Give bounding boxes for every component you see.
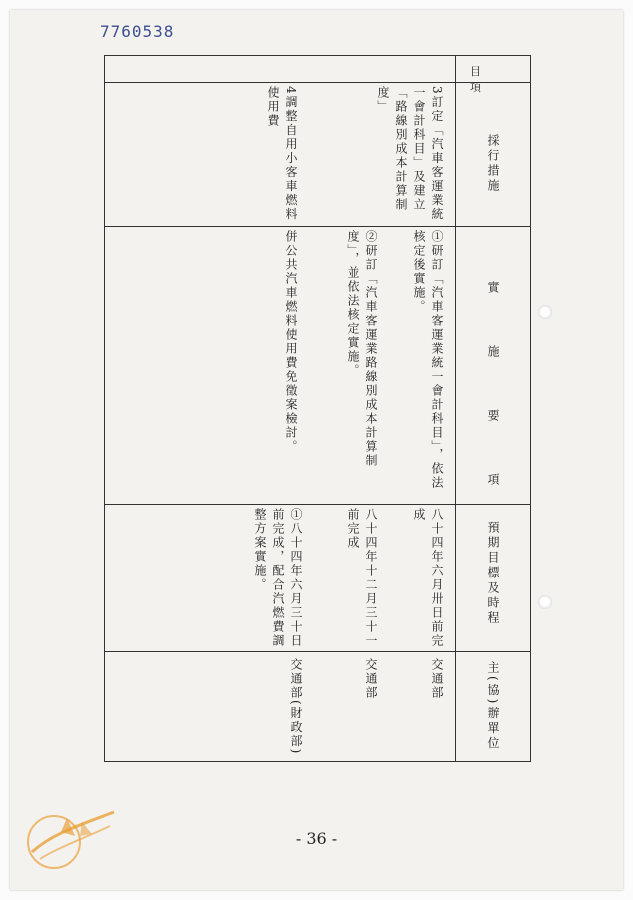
unit-2: 交通部 [364,658,378,700]
header-implementation: 實 施 要 項 [486,281,500,505]
unit-1: 交通部 [430,658,444,700]
header-measures: 採行措施 [486,134,500,194]
page-number: - 36 - [295,829,338,848]
punch-hole [538,595,552,609]
header-target: 預期目標及時程 [486,521,500,626]
implementation-3: 併公共汽車燃料使用費免徵案檢討。 [284,230,298,454]
target-3: ①八十四年六月三十日前完成，配合汽燃費調整方案實施。 [253,508,303,648]
measures-table [104,55,531,762]
measure-4: 4調整自用小客車燃料使用費 [266,86,298,222]
header-item-label: 目 項 [470,65,512,94]
header-unit: 主(協)辦單位 [486,661,500,752]
section-divider [105,504,530,505]
implementation-1: ①研訂「汽車客運業統一會計科目」，依法核定後實施。 [412,230,444,490]
punch-hole [538,305,552,319]
section-divider [105,226,530,227]
document-id: 7760538 [100,22,175,41]
header-row-divider [105,82,530,83]
header-column-divider [455,56,456,761]
implementation-2: ②研訂「汽車客運業路線別成本計算制度」，並依法核定實施。 [346,230,378,468]
unit-3: 交通部(財政部) [289,658,303,756]
target-1: 八十四年六月卅日前完成 [412,508,444,648]
section-divider [105,651,530,652]
measure-3: 3訂定「汽車客運業統一會計科目」及建立「路線別成本計算制度」 [376,86,444,222]
archive-logo-icon [22,804,122,874]
target-2: 八十四年十二月三十一前完成 [346,508,378,648]
